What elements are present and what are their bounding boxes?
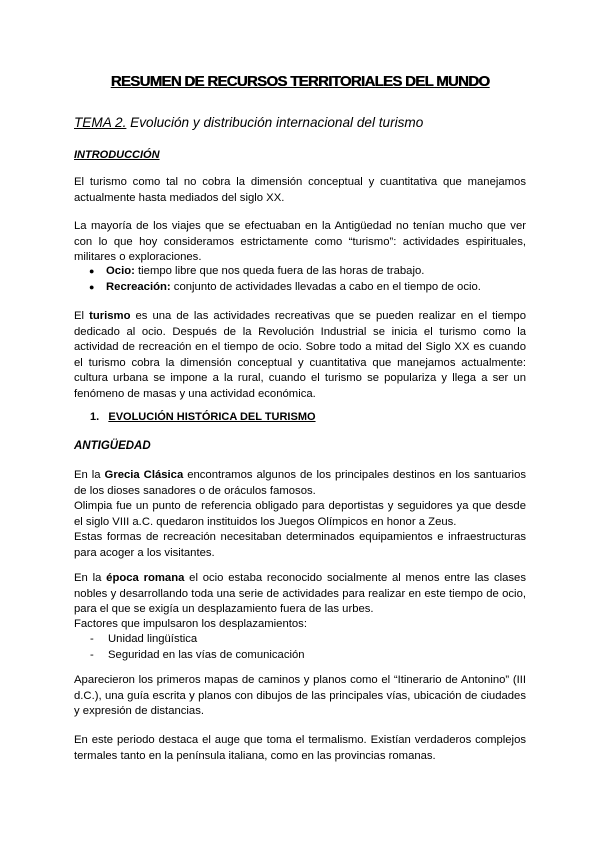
paragraph-intro-1: El turismo como tal no cobra la dimensión conceptual y cuantitativa que manejamos actualmente hasta mediados del siglo XX. — [74, 176, 526, 204]
text-fragment: el ocio estaba reconocido socialmente al menos entre las clases nobles y desarrollando toda una serie de actividades para realizar en este tiempo de ocio, para el que se exigía un desplazamiento fuera de las urbes. — [74, 572, 526, 616]
list-item — [74, 264, 526, 280]
topic-text: Evolución y distribución internacional del turismo — [126, 115, 424, 130]
text-fragment: encontramos algunos de los principales destinos en los santuarios de los dioses sanadores o de oráculos famosos. — [74, 469, 526, 497]
section-number: 1. — [90, 411, 100, 423]
paragraph-thermalism: En este periodo destaca el auge que toma el termalismo. Existían verdaderos complejos termales tanto en la península italiana, como en las provincias romanas. — [74, 734, 526, 762]
section-label: EVOLUCIÓN HISTÓRICA DEL TURISMO — [108, 411, 316, 423]
definition-term: Recreación: — [106, 280, 171, 293]
bold-term: Grecia Clásica — [104, 469, 184, 481]
paragraph-factors-intro: Factores que impulsaron los desplazamientos: — [74, 618, 307, 630]
text-fragment: es una de las actividades recreativas que se pueden realizar en el tiempo dedicado al ocio. Después de la Revolución Industrial se inicia el turismo como la actividad de recreación en el tiempo de ocio. Sobre todo a mitad del Siglo XX es cuando el turismo cobra la dimensión conceptual y cuantitativa que manejamos actualmente: cultura urbana se impone a la rural, cuando el turismo se populariza y llega a ser un fenómeno de masas y una actividad económica. — [74, 310, 526, 400]
paragraph-rome — [74, 571, 526, 618]
topic-heading — [74, 114, 526, 132]
definition-term: Ocio: — [106, 265, 135, 277]
definition-text: tiempo libre que nos queda fuera de las horas de trabajo. — [134, 265, 425, 277]
list-item: - Seguridad en las vías de comunicación — [74, 648, 526, 664]
topic-label: TEMA 2. — [74, 115, 127, 130]
list-item: - Unidad lingüística — [74, 632, 526, 648]
definitions-list — [74, 264, 526, 295]
paragraph-intro-2: La mayoría de los viajes que se efectuaban en la Antigüedad no tenían mucho que ver con lo que hoy consideramos estrictamente como “turismo”: actividades espirituales, militares o exploraciones. — [74, 220, 526, 264]
paragraph-tourism — [74, 309, 526, 403]
paragraph-infrastructure: Estas formas de recreación necesitaban determinados equipamientos e infraestructuras para acoger a los visitantes. — [74, 531, 526, 559]
antiquity-heading: ANTIGÜEDAD — [74, 440, 151, 452]
bold-term: turismo — [89, 310, 131, 322]
paragraph-maps: Aparecieron los primeros mapas de caminos y planos como el “Itinerario de Antonino” (III d.C.), una guía escrita y planos con dibujos de las principales vías, ubicación de ciudades y expresión de distancias. — [74, 674, 526, 718]
factors-list — [74, 632, 526, 663]
section-heading-1 — [90, 410, 530, 426]
document-title: RESUMEN DE RECURSOS TERRITORIALES DEL MUNDO — [110, 73, 490, 90]
bold-term: época romana — [106, 572, 185, 584]
list-item — [74, 280, 526, 296]
text-fragment: En la — [74, 469, 105, 481]
text-fragment: El — [74, 310, 90, 322]
introduction-heading: INTRODUCCIÓN — [74, 149, 160, 161]
text-fragment: En la — [74, 572, 107, 584]
definition-text: conjunto de actividades llevadas a cabo en el tiempo de ocio. — [170, 280, 481, 293]
paragraph-olympia: Olimpia fue un punto de referencia obligado para deportistas y seguidores ya que desde el siglo VIII a.C. quedaron instituidos los Juegos Olímpicos en honor a Zeus. — [74, 500, 526, 528]
paragraph-greece — [74, 468, 526, 499]
